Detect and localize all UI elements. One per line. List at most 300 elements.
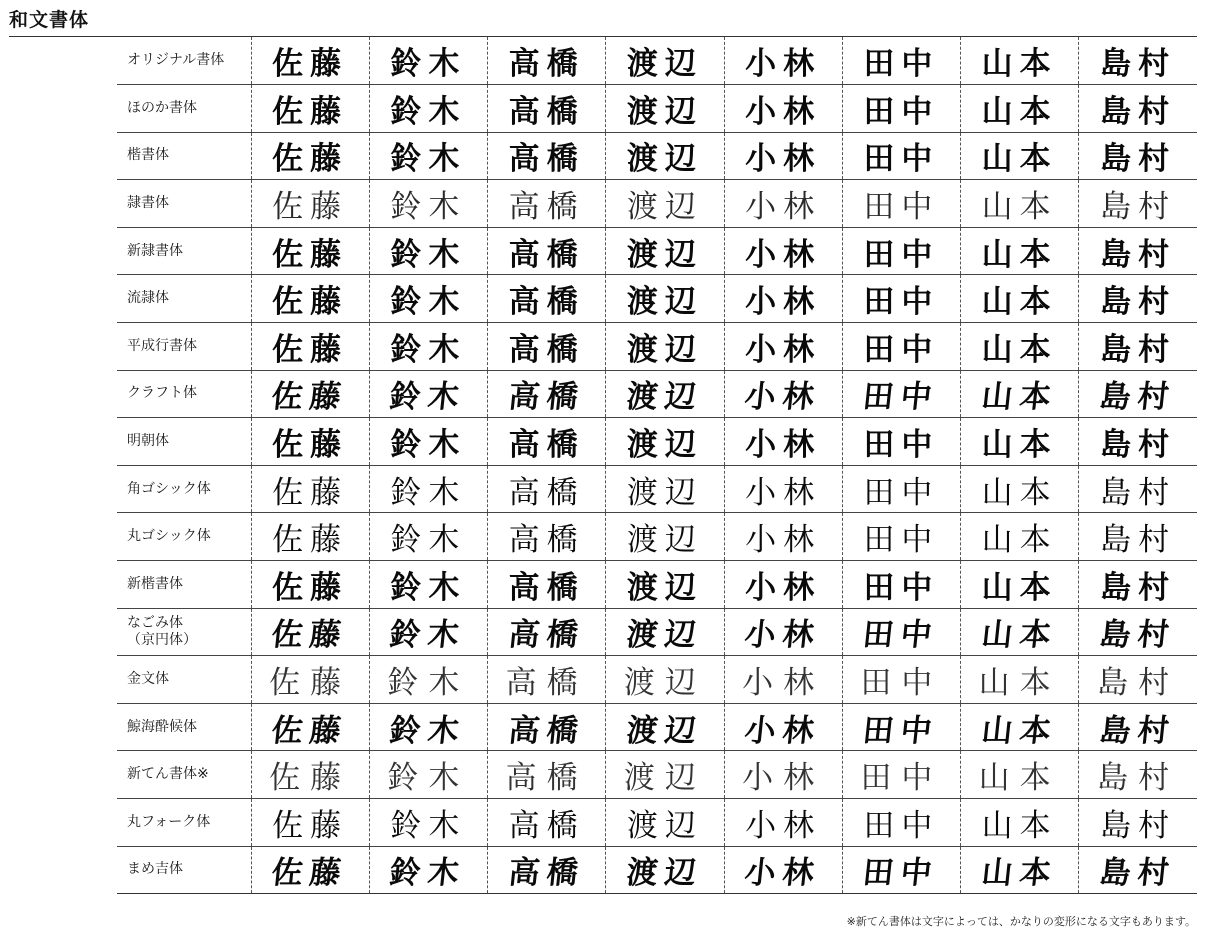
sample-name-text: 渡辺 <box>626 427 703 464</box>
sample-name-text: 佐藤 <box>272 807 349 844</box>
sample-name-cell <box>251 608 369 656</box>
sample-name-cell <box>724 370 842 418</box>
sample-name-cell <box>369 656 487 704</box>
sample-name-text: 山本 <box>981 522 1058 559</box>
sample-name-cell <box>369 465 487 513</box>
sample-name-cell <box>369 370 487 418</box>
sample-name-cell <box>724 465 842 513</box>
sample-name-text: 渡辺 <box>626 569 703 606</box>
font-name-label: 金文体 <box>117 656 251 704</box>
font-name-label: 鯨海酔候体 <box>117 703 251 751</box>
sample-name-cell <box>724 180 842 228</box>
sample-name-cell <box>488 608 606 656</box>
sample-name-text: 島村 <box>1100 474 1177 511</box>
sample-name-text: 山本 <box>979 712 1060 749</box>
sample-name-text: 山本 <box>981 807 1058 844</box>
sample-name-cell <box>961 323 1079 371</box>
sample-name-text: 鈴木 <box>388 617 468 654</box>
sample-name-text: 鈴木 <box>390 474 467 511</box>
sample-name-cell <box>1079 323 1197 371</box>
sample-name-text: 高橋 <box>508 522 585 559</box>
sample-name-text: 島村 <box>1097 760 1180 797</box>
sample-name-cell <box>961 656 1079 704</box>
sample-name-cell <box>606 465 724 513</box>
font-name-label: オリジナル書体 <box>117 37 251 85</box>
sample-name-cell <box>961 799 1079 847</box>
sample-name-text: 島村 <box>1097 617 1178 654</box>
sample-name-text: 島村 <box>1097 855 1178 892</box>
sample-name-cell <box>251 323 369 371</box>
sample-name-cell <box>488 513 606 561</box>
sample-name-text: 島村 <box>1100 93 1177 130</box>
sample-name-cell <box>251 227 369 275</box>
font-name-label: 楷書体 <box>117 132 251 180</box>
sample-name-cell <box>251 751 369 799</box>
sample-name-cell <box>606 37 724 85</box>
sample-name-text: 鈴木 <box>390 427 467 464</box>
font-name-label: 新隷書体 <box>117 227 251 275</box>
sample-name-text: 渡辺 <box>626 141 703 178</box>
sample-name-text: 小林 <box>745 189 822 226</box>
sample-name-cell <box>606 561 724 609</box>
font-name-label: 新楷書体 <box>117 561 251 609</box>
font-row <box>117 180 1197 228</box>
sample-name-cell <box>842 513 960 561</box>
sample-name-text: 高橋 <box>506 617 587 654</box>
sample-name-cell <box>961 370 1079 418</box>
sample-name-cell <box>488 85 606 133</box>
sample-name-text: 佐藤 <box>269 712 350 749</box>
sample-name-cell <box>961 227 1079 275</box>
sample-name-text: 鈴木 <box>388 712 468 749</box>
sample-name-text: 鈴木 <box>390 141 467 178</box>
sample-name-cell <box>369 227 487 275</box>
sample-name-cell <box>724 132 842 180</box>
sample-name-text: 渡辺 <box>626 284 703 321</box>
sample-name-text: 高橋 <box>508 474 585 511</box>
sample-name-cell <box>369 513 487 561</box>
sample-name-cell <box>369 85 487 133</box>
sample-name-cell <box>1079 751 1197 799</box>
sample-name-text: 鈴木 <box>390 331 467 368</box>
sample-name-text: 山本 <box>981 427 1058 464</box>
font-name-label: クラフト体 <box>117 370 251 418</box>
font-row <box>117 561 1197 609</box>
sample-name-cell <box>369 751 487 799</box>
sample-name-cell <box>251 846 369 894</box>
font-row <box>117 132 1197 180</box>
sample-name-text: 小林 <box>745 427 822 464</box>
sample-name-text: 田中 <box>863 331 940 368</box>
sample-name-text: 鈴木 <box>390 236 467 273</box>
sample-name-text: 渡辺 <box>626 807 703 844</box>
sample-name-text: 小林 <box>742 379 823 416</box>
sample-name-text: 佐藤 <box>269 855 350 892</box>
font-row <box>117 37 1197 85</box>
sample-name-text: 小林 <box>745 284 822 321</box>
sample-name-text: 山本 <box>981 189 1058 226</box>
sample-name-text: 渡辺 <box>626 474 703 511</box>
sample-name-text: 佐藤 <box>272 236 349 273</box>
sample-name-text: 佐藤 <box>272 46 349 83</box>
font-row <box>117 275 1197 323</box>
sample-name-cell <box>488 751 606 799</box>
sample-name-text: 鈴木 <box>390 522 467 559</box>
sample-name-text: 高橋 <box>508 189 585 226</box>
sample-name-cell <box>369 561 487 609</box>
sample-name-cell <box>724 513 842 561</box>
sample-name-text: 渡辺 <box>626 236 703 273</box>
sample-name-text: 佐藤 <box>269 760 352 797</box>
sample-name-text: 佐藤 <box>272 284 349 321</box>
sample-name-text: 山本 <box>981 46 1058 83</box>
sample-name-text: 鈴木 <box>387 760 470 797</box>
sample-name-cell <box>724 656 842 704</box>
sample-name-text: 鈴木 <box>390 284 467 321</box>
sample-name-text: 小林 <box>745 807 822 844</box>
sample-name-cell <box>251 561 369 609</box>
sample-name-text: 高橋 <box>508 46 585 83</box>
font-row <box>117 656 1197 704</box>
sample-name-cell <box>369 799 487 847</box>
sample-name-cell <box>606 323 724 371</box>
sample-name-text: 佐藤 <box>269 617 350 654</box>
sample-name-cell <box>251 418 369 466</box>
sample-name-text: 高橋 <box>505 665 588 702</box>
sample-name-cell <box>1079 275 1197 323</box>
sample-name-cell <box>842 180 960 228</box>
sample-name-text: 小林 <box>745 93 822 130</box>
sample-name-cell <box>488 703 606 751</box>
sample-name-cell <box>1079 85 1197 133</box>
sample-name-cell <box>251 37 369 85</box>
sample-name-text: 高橋 <box>508 141 585 178</box>
sample-name-cell <box>724 85 842 133</box>
sample-name-text: 島村 <box>1097 712 1178 749</box>
sample-name-cell <box>488 418 606 466</box>
sample-name-text: 田中 <box>863 427 940 464</box>
sample-name-cell <box>961 418 1079 466</box>
sample-name-text: 佐藤 <box>272 569 349 606</box>
sample-name-cell <box>488 132 606 180</box>
sample-name-cell <box>724 799 842 847</box>
sample-name-cell <box>1079 227 1197 275</box>
font-row <box>117 513 1197 561</box>
sample-name-text: 高橋 <box>508 284 585 321</box>
sample-name-cell <box>724 561 842 609</box>
sample-name-cell <box>1079 180 1197 228</box>
sample-name-cell <box>488 370 606 418</box>
sample-name-text: 島村 <box>1100 284 1177 321</box>
sample-name-cell <box>1079 656 1197 704</box>
sample-name-text: 小林 <box>742 617 823 654</box>
sample-name-text: 高橋 <box>508 807 585 844</box>
sample-name-cell <box>369 418 487 466</box>
sample-name-text: 鈴木 <box>390 807 467 844</box>
sample-name-text: 渡辺 <box>624 712 705 749</box>
sample-name-text: 島村 <box>1100 236 1177 273</box>
sample-name-text: 島村 <box>1100 807 1177 844</box>
font-sample-rows <box>117 37 1197 894</box>
sample-name-text: 山本 <box>981 141 1058 178</box>
sample-name-cell <box>842 608 960 656</box>
font-row <box>117 799 1197 847</box>
sample-name-text: 島村 <box>1100 141 1177 178</box>
sample-name-text: 島村 <box>1097 379 1178 416</box>
sample-name-text: 高橋 <box>505 760 588 797</box>
sample-name-text: 島村 <box>1100 189 1177 226</box>
page-title: 和文書体 <box>9 9 90 31</box>
sample-name-cell <box>251 799 369 847</box>
sample-name-text: 小林 <box>745 46 822 83</box>
sample-name-text: 島村 <box>1100 522 1177 559</box>
sample-name-text: 田中 <box>863 284 940 321</box>
sample-name-text: 山本 <box>981 284 1058 321</box>
sample-name-cell <box>1079 608 1197 656</box>
sample-name-cell <box>961 846 1079 894</box>
sample-name-text: 田中 <box>863 46 940 83</box>
sample-name-cell <box>724 846 842 894</box>
sample-name-cell <box>606 370 724 418</box>
sample-name-cell <box>961 465 1079 513</box>
sample-name-cell <box>842 132 960 180</box>
sample-name-cell <box>961 85 1079 133</box>
sample-name-cell <box>724 703 842 751</box>
sample-name-text: 小林 <box>742 665 825 702</box>
sample-name-text: 田中 <box>861 855 941 892</box>
sample-name-text: 島村 <box>1097 665 1180 702</box>
sample-name-cell <box>369 703 487 751</box>
sample-name-text: 佐藤 <box>272 522 349 559</box>
sample-name-cell <box>842 703 960 751</box>
sample-name-cell <box>961 275 1079 323</box>
sample-name-cell <box>488 799 606 847</box>
sample-name-cell <box>842 799 960 847</box>
sample-name-cell <box>488 275 606 323</box>
sample-name-text: 鈴木 <box>388 379 468 416</box>
sample-name-text: 田中 <box>861 617 941 654</box>
sample-name-cell <box>369 37 487 85</box>
font-row <box>117 703 1197 751</box>
sample-name-cell <box>488 227 606 275</box>
sample-name-text: 高橋 <box>508 427 585 464</box>
font-row <box>117 608 1197 656</box>
sample-name-text: 山本 <box>979 855 1060 892</box>
sample-name-text: 田中 <box>863 189 940 226</box>
sample-name-text: 渡辺 <box>626 189 703 226</box>
sample-name-text: 渡辺 <box>626 93 703 130</box>
sample-name-text: 渡辺 <box>624 855 705 892</box>
sample-name-text: 高橋 <box>508 93 585 130</box>
sample-name-text: 田中 <box>861 712 941 749</box>
sample-name-text: 田中 <box>860 760 943 797</box>
sample-name-text: 田中 <box>861 379 941 416</box>
sample-name-text: 渡辺 <box>626 46 703 83</box>
sample-name-cell <box>1079 703 1197 751</box>
sample-name-cell <box>606 132 724 180</box>
sample-name-text: 高橋 <box>508 569 585 606</box>
font-row <box>117 751 1197 799</box>
sample-name-cell <box>251 370 369 418</box>
sample-name-cell <box>842 227 960 275</box>
sample-name-text: 渡辺 <box>623 760 706 797</box>
sample-name-text: 佐藤 <box>272 331 349 368</box>
sample-name-text: 小林 <box>742 760 825 797</box>
sample-name-cell <box>488 561 606 609</box>
sample-name-cell <box>1079 465 1197 513</box>
sample-name-text: 田中 <box>860 665 943 702</box>
sample-name-text: 田中 <box>863 807 940 844</box>
sample-name-cell <box>251 180 369 228</box>
sample-name-text: 田中 <box>863 474 940 511</box>
sample-name-cell <box>606 656 724 704</box>
sample-name-text: 島村 <box>1100 331 1177 368</box>
sample-name-text: 鈴木 <box>390 189 467 226</box>
sample-name-text: 小林 <box>742 855 823 892</box>
sample-name-text: 渡辺 <box>626 522 703 559</box>
sample-name-text: 小林 <box>745 569 822 606</box>
sample-name-cell <box>842 37 960 85</box>
sample-name-cell <box>369 323 487 371</box>
sample-name-cell <box>842 418 960 466</box>
font-name-label: なごみ体 （京円体） <box>117 608 251 656</box>
sample-name-cell <box>606 608 724 656</box>
sample-name-cell <box>961 180 1079 228</box>
sample-name-cell <box>251 85 369 133</box>
sample-name-cell <box>606 418 724 466</box>
sample-name-cell <box>251 703 369 751</box>
sample-name-cell <box>842 465 960 513</box>
sample-name-text: 鈴木 <box>388 855 468 892</box>
sample-name-text: 渡辺 <box>624 617 705 654</box>
font-row <box>117 227 1197 275</box>
sample-name-text: 高橋 <box>508 236 585 273</box>
sample-name-text: 小林 <box>745 141 822 178</box>
sample-name-text: 渡辺 <box>626 331 703 368</box>
sample-name-cell <box>488 180 606 228</box>
sample-name-text: 山本 <box>981 331 1058 368</box>
sample-name-cell <box>1079 132 1197 180</box>
sample-name-cell <box>724 275 842 323</box>
sample-name-text: 山本 <box>981 569 1058 606</box>
sample-name-cell <box>369 132 487 180</box>
sample-name-cell <box>488 323 606 371</box>
sample-name-cell <box>1079 418 1197 466</box>
sample-name-cell <box>606 513 724 561</box>
sample-name-cell <box>724 37 842 85</box>
sample-name-cell <box>842 370 960 418</box>
font-name-label: 流隷体 <box>117 275 251 323</box>
font-row <box>117 85 1197 133</box>
font-name-label: 平成行書体 <box>117 323 251 371</box>
sample-name-cell <box>251 132 369 180</box>
font-sample-table <box>117 37 1197 894</box>
font-name-label: 隷書体 <box>117 180 251 228</box>
sample-name-text: 田中 <box>863 569 940 606</box>
sample-name-cell <box>961 608 1079 656</box>
sample-name-cell <box>1079 37 1197 85</box>
sample-name-text: 小林 <box>745 522 822 559</box>
font-row <box>117 418 1197 466</box>
sample-name-cell <box>488 465 606 513</box>
sample-name-text: 島村 <box>1100 46 1177 83</box>
sample-name-text: 佐藤 <box>269 665 352 702</box>
sample-name-cell <box>369 608 487 656</box>
sample-name-cell <box>961 513 1079 561</box>
sample-name-cell <box>724 227 842 275</box>
sample-name-text: 田中 <box>863 522 940 559</box>
sample-name-cell <box>606 751 724 799</box>
sample-name-text: 佐藤 <box>272 93 349 130</box>
sample-name-cell <box>1079 799 1197 847</box>
sample-name-text: 山本 <box>981 474 1058 511</box>
sample-name-cell <box>724 418 842 466</box>
sample-name-cell <box>961 37 1079 85</box>
sample-name-cell <box>488 37 606 85</box>
sample-name-text: 小林 <box>745 331 822 368</box>
sample-name-text: 渡辺 <box>623 665 706 702</box>
sample-name-text: 山本 <box>979 379 1060 416</box>
font-row <box>117 846 1197 894</box>
sample-name-cell <box>961 703 1079 751</box>
sample-name-cell <box>369 275 487 323</box>
sample-name-cell <box>488 656 606 704</box>
sample-name-text: 山本 <box>978 760 1061 797</box>
sample-name-text: 高橋 <box>506 379 587 416</box>
sample-name-text: 山本 <box>979 617 1060 654</box>
sample-name-text: 山本 <box>981 236 1058 273</box>
sample-name-cell <box>606 275 724 323</box>
font-name-label: まめ吉体 <box>117 846 251 894</box>
font-name-label: 角ゴシック体 <box>117 465 251 513</box>
font-name-label: ほのか書体 <box>117 85 251 133</box>
sample-name-cell <box>606 227 724 275</box>
sample-name-text: 渡辺 <box>624 379 705 416</box>
sample-name-cell <box>842 323 960 371</box>
sample-name-cell <box>1079 513 1197 561</box>
sample-name-text: 佐藤 <box>272 474 349 511</box>
font-row <box>117 370 1197 418</box>
sample-name-text: 佐藤 <box>272 427 349 464</box>
sample-name-text: 山本 <box>978 665 1061 702</box>
sample-name-text: 佐藤 <box>269 379 350 416</box>
sample-name-cell <box>842 561 960 609</box>
sample-name-cell <box>251 656 369 704</box>
sample-name-cell <box>606 846 724 894</box>
sample-name-text: 小林 <box>745 236 822 273</box>
sample-name-text: 田中 <box>863 236 940 273</box>
sample-name-cell <box>842 751 960 799</box>
sample-name-cell <box>961 751 1079 799</box>
sample-name-text: 小林 <box>745 474 822 511</box>
sample-name-cell <box>842 846 960 894</box>
font-name-label: 新てん書体※ <box>117 751 251 799</box>
sample-name-text: 鈴木 <box>390 93 467 130</box>
sample-name-text: 佐藤 <box>272 189 349 226</box>
sample-name-text: 鈴木 <box>390 569 467 606</box>
font-name-label: 丸ゴシック体 <box>117 513 251 561</box>
sample-name-cell <box>251 275 369 323</box>
sample-name-text: 高橋 <box>506 712 587 749</box>
sample-name-cell <box>842 656 960 704</box>
sample-name-cell <box>251 513 369 561</box>
sample-name-text: 鈴木 <box>390 46 467 83</box>
sample-name-cell <box>961 561 1079 609</box>
sample-name-text: 高橋 <box>506 855 587 892</box>
sample-name-text: 田中 <box>863 93 940 130</box>
sample-name-cell <box>724 608 842 656</box>
sample-name-cell <box>724 751 842 799</box>
